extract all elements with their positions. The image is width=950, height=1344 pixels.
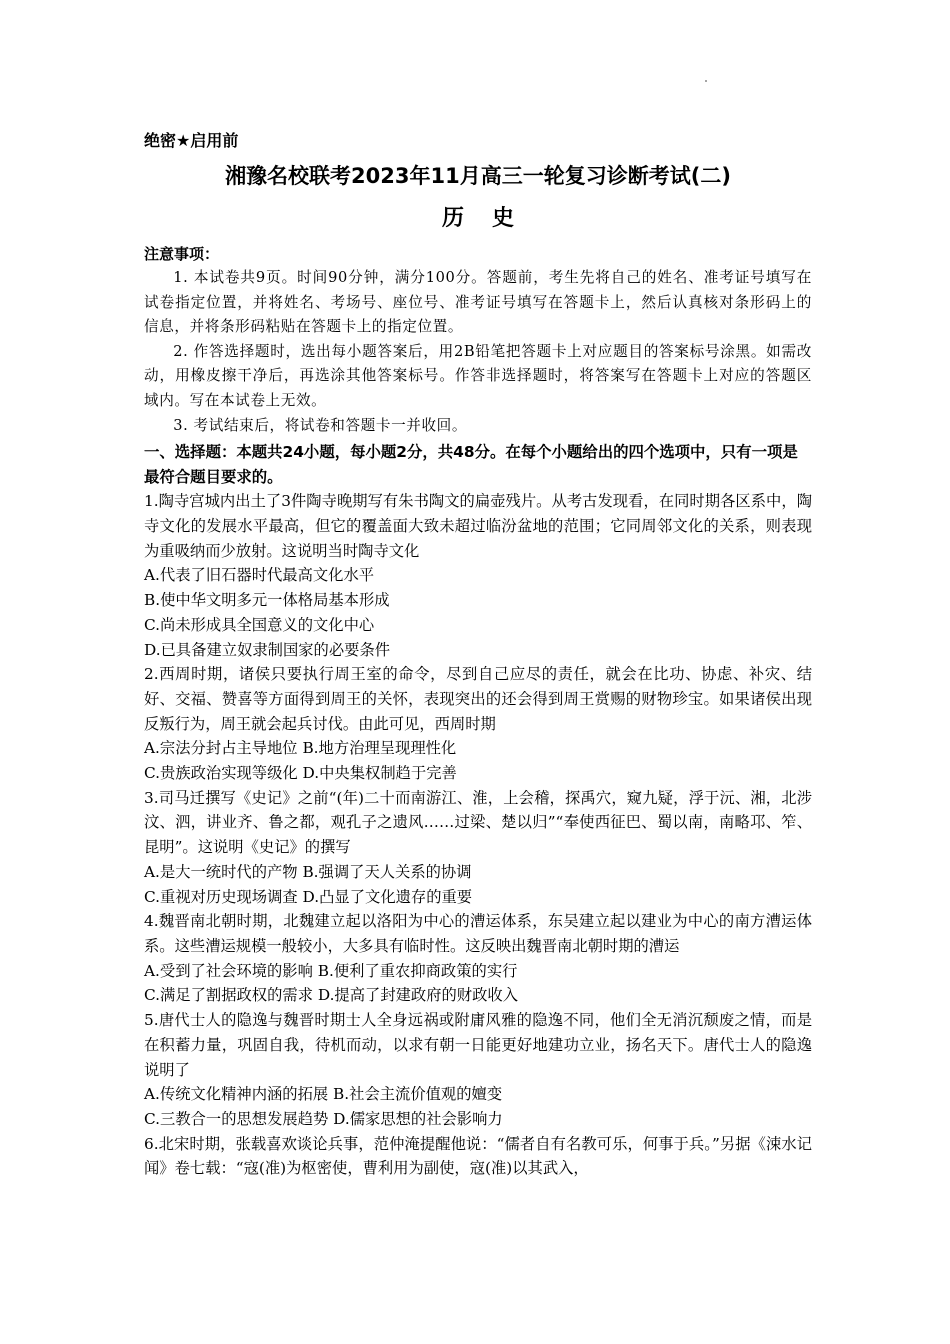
question-stem: 4.魏晋南北朝时期，北魏建立起以洛阳为中心的漕运体系，东吴建立起以建业为中心的南方漕运体系。这些漕运规模一般较小，大多具有临时性。这反映出魏晋南北朝时期的漕运 [144,912,812,955]
option-line: A.受到了社会环境的影响 B.便利了重农抑商政策的实行 [144,961,518,980]
question-stem: 5.唐代士人的隐逸与魏晋时期士人全身远祸或附庸风雅的隐逸不同，他们全无消沉颓废之情，而是在积蓄力量，巩固自我，待机而动，以求有朝一日能更好地建功立业，扬名天下。唐代士人的隐逸说明了 [144,1011,812,1079]
note-item: 3. 考试结束后，将试卷和答题卡一并收回。 [173,416,468,434]
option-line: D.已具备建立奴隶制国家的必要条件 [144,640,391,659]
option-line: A.是大一统时代的产物 B.强调了天人关系的协调 [144,862,472,881]
option-line: C.贵族政治实现等级化 D.中央集权制趋于完善 [144,764,457,783]
exam-title: 湘豫名校联考2023年11月高三一轮复习诊断考试(二) [225,164,731,188]
option-line: C.满足了割据政权的需求 D.提高了封建政府的财政收入 [144,986,518,1005]
notes-heading: 注意事项： [144,245,220,263]
confidential-label: 绝密★启用前 [144,131,239,150]
option-line: A.代表了旧石器时代最高文化水平 [144,566,375,585]
question-2 [144,662,812,786]
question-5 [144,1008,812,1132]
question-6 [144,1132,812,1181]
option-line: A.传统文化精神内涵的拓展 B.社会主流价值观的嬗变 [144,1085,503,1104]
note-item: 2. 作答选择题时，选出每小题答案后，用2B铅笔把答题卡上对应题目的答案标号涂黑。如需改动，用橡皮擦干净后，再选涂其他答案标号。作答非选择题时，将答案写在答题卡上对应的答题区域内。写在本试卷上无效。 [144,342,812,409]
question-stem: 1.陶寺宫城内出土了3件陶寺晚期写有朱书陶文的扁壶残片。从考古发现看，在同时期各区系中，陶寺文化的发展水平最高，但它的覆盖面大致未超过临汾盆地的范围；它同周邻文化的关系，则表现为重吸纳而少放射。这说明当时陶寺文化 [144,492,812,560]
section-heading: 一、选择题：本题共24小题，每小题2分，共48分。在每个小题给出的四个选项中，只有一项是最符合题目要求的。 [144,443,798,486]
question-stem: 2.西周时期，诸侯只要执行周王室的命令，尽到自己应尽的责任，就会在比功、协虑、补灾、结好、交福、赞喜等方面得到周王的关怀，表现突出的还会得到周王赏赐的财物珍宝。如果诸侯出现反叛行为，周王就会起兵讨伐。由此可见，西周时期 [144,665,812,733]
corner-dot-mark [705,80,707,82]
question-4 [144,909,812,1008]
option-line: C.尚未形成具全国意义的文化中心 [144,615,375,634]
option-line: B.使中华文明多元一体格局基本形成 [144,591,390,610]
option-line: C.重视对历史现场调查 D.凸显了文化遗存的重要 [144,887,473,906]
option-line: C.三教合一的思想发展趋势 D.儒家思想的社会影响力 [144,1109,503,1128]
question-stem: 3.司马迁撰写《史记》之前“(年)二十而南游江、淮，上会稽，探禹穴，窥九疑，浮于沅、湘，北涉汶、泗，讲业齐、鲁之都，观孔子之遗风……过梁、楚以归”“奉使西征巴、蜀以南，南略邛、笮、昆明”。这说明《史记》的撰写 [144,788,812,857]
subject-title: 历史 [441,206,542,231]
option-line: A.宗法分封占主导地位 B.地方治理呈现理性化 [144,739,457,758]
note-item: 1. 本试卷共9页。时间90分钟，满分100分。答题前，考生先将自己的姓名、准考证号填写在试卷指定位置，并将姓名、考场号、座位号、准考证号填写在答题卡上，然后认真核对条形码上的信息，并将条形码粘贴在答题卡上的指定位置。 [144,269,812,336]
question-3 [144,786,812,910]
question-stem: 6.北宋时期，张载喜欢谈论兵事，范仲淹提醒他说：“儒者自有名教可乐，何事于兵。”另据《涑水记闻》卷七载：“寇(准)为枢密使，曹利用为副使，寇(准)以其武入， [144,1134,812,1178]
question-1 [144,489,812,662]
exam-page [144,124,812,1181]
